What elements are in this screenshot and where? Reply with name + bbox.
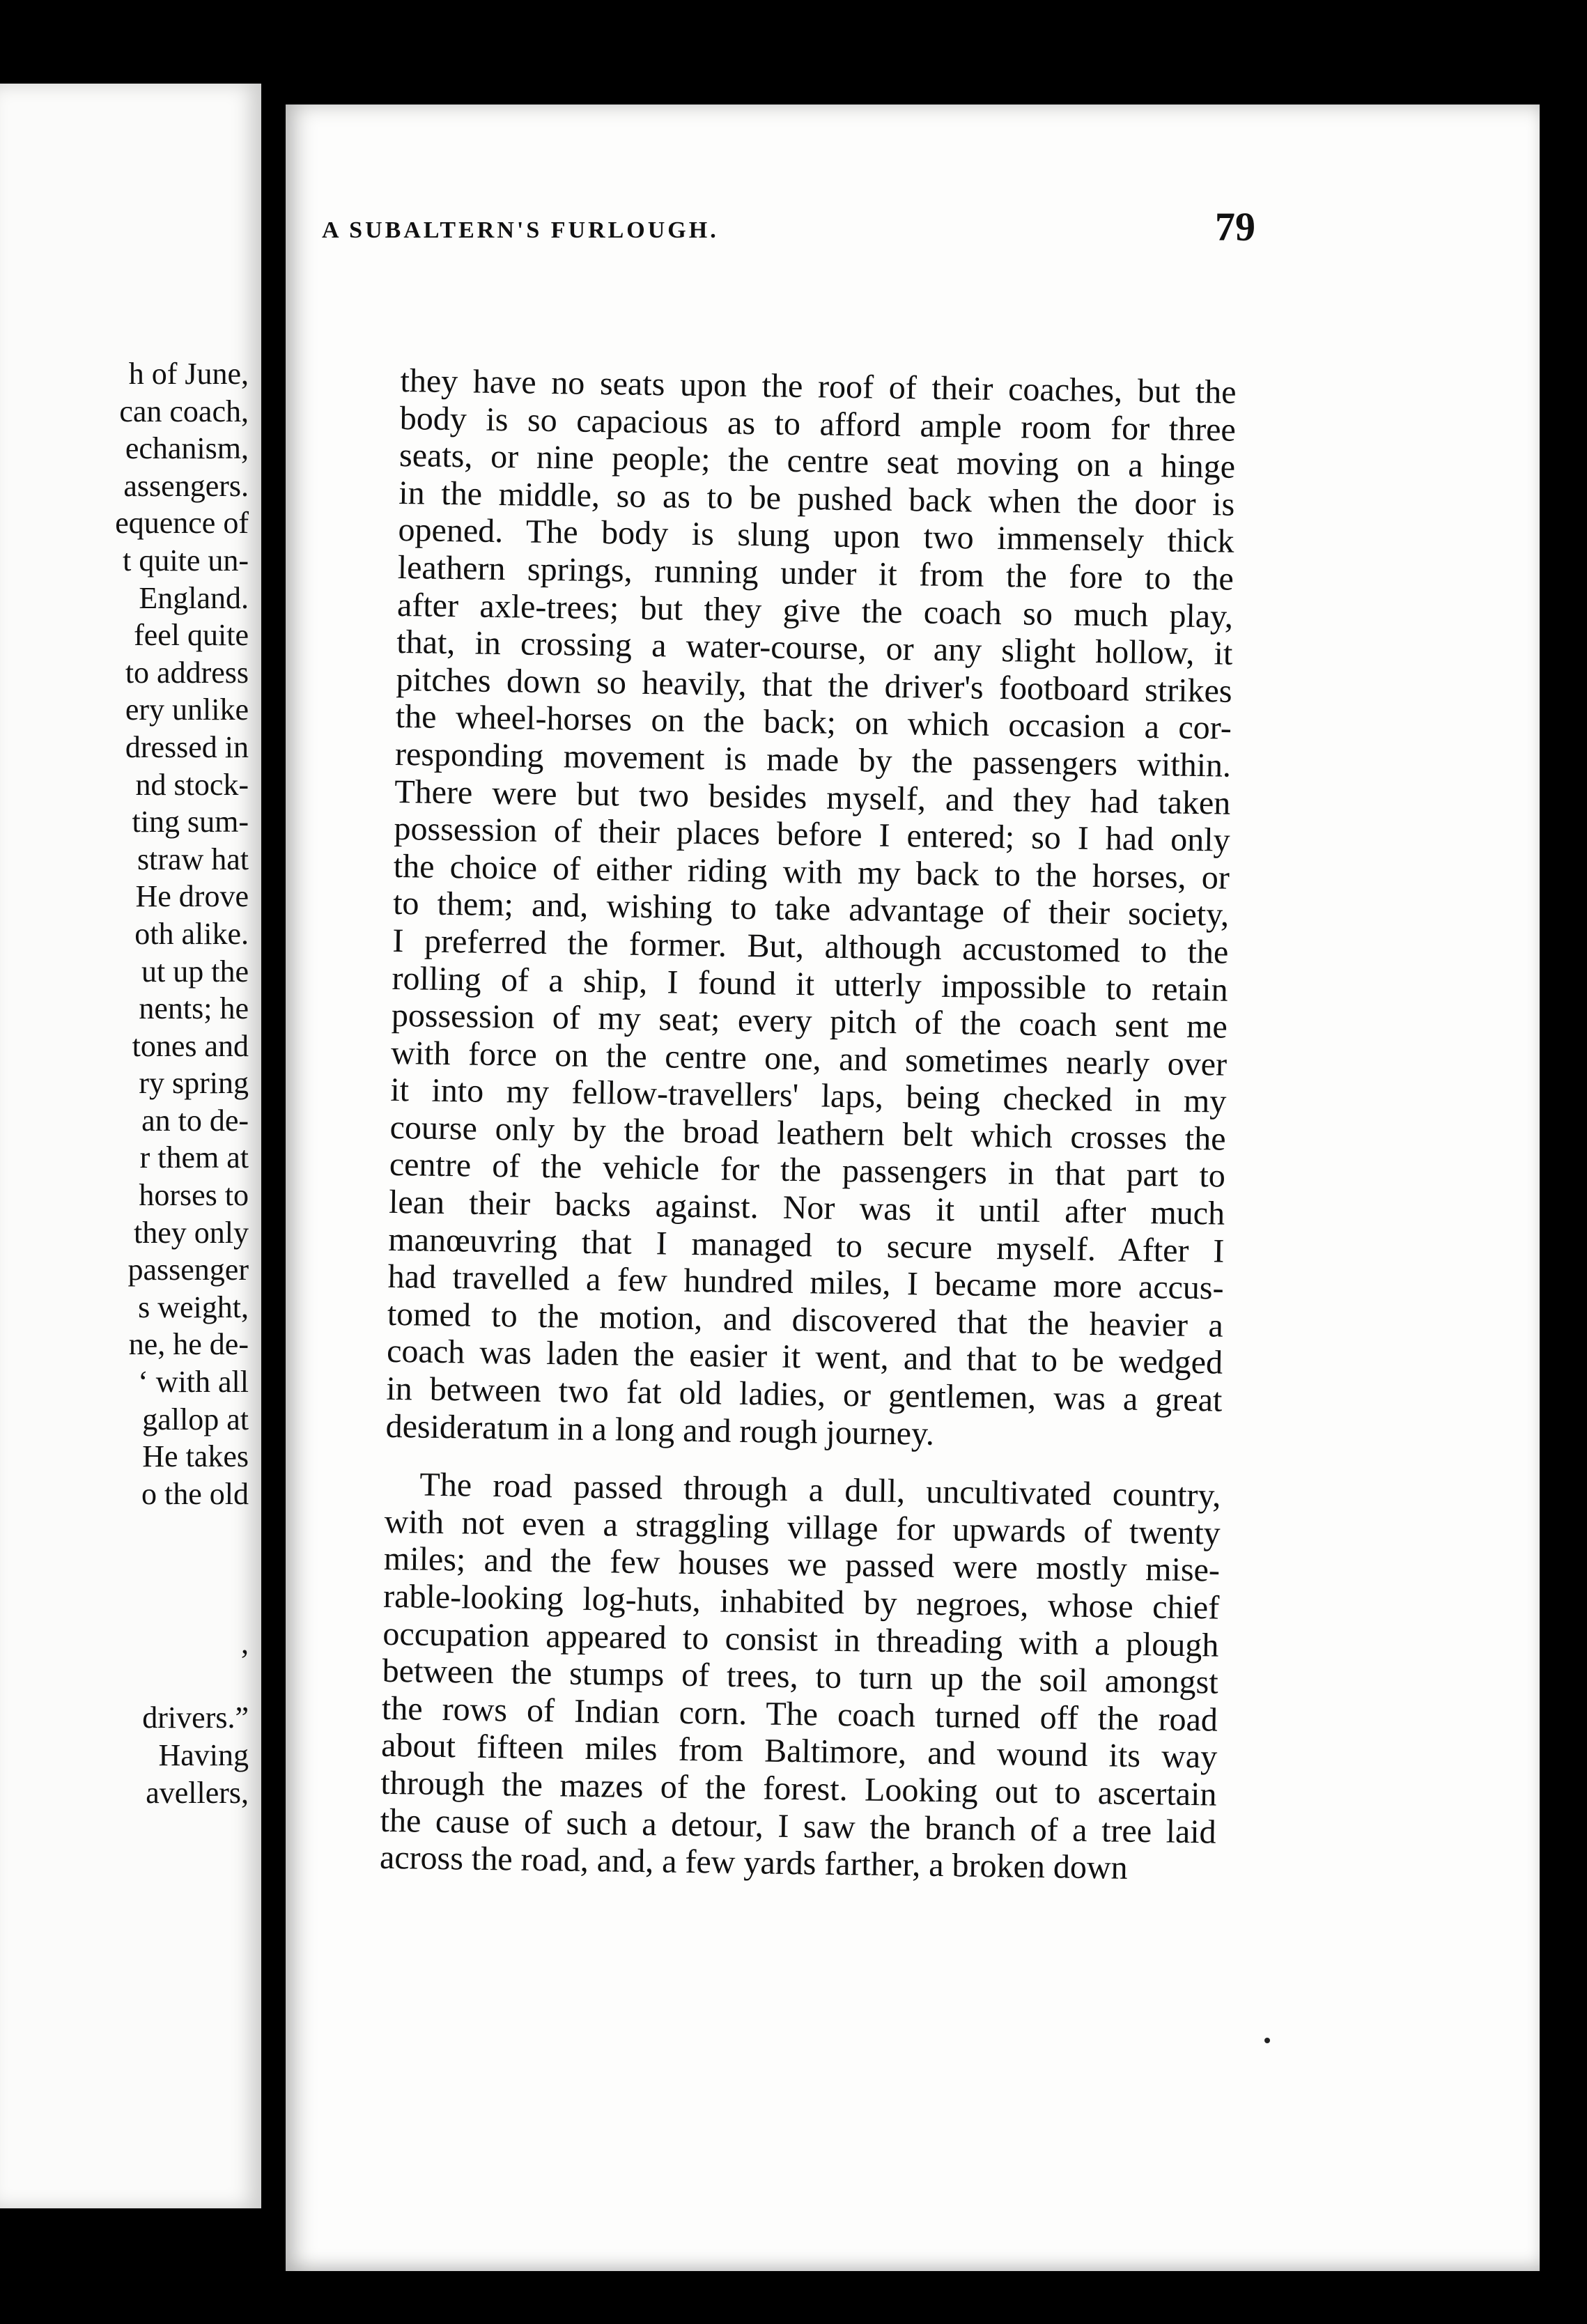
text-line: after axle-trees; but they give the coach so much play, <box>396 586 1234 635</box>
left-page-line: can coach, <box>119 394 249 428</box>
left-page-line: assengers. <box>123 468 249 503</box>
ink-speck <box>1264 2038 1270 2043</box>
left-page-line <box>115 1662 249 1700</box>
text-line: between the stumps of trees, to turn up the soil amongst <box>382 1652 1219 1701</box>
text-line: occupation appeared to consist in threading with a plough <box>382 1615 1219 1664</box>
left-page-line: England. <box>139 580 249 615</box>
text-line: the choice of either riding with my back to the horses, or <box>393 847 1230 897</box>
left-page-line: ne, he de- <box>128 1327 249 1362</box>
text-line: desideratum in a long and rough journey. <box>385 1407 935 1452</box>
text-line: lean their backs against. Nor was it until after much <box>388 1183 1225 1232</box>
text-line: leathern springs, running under it from the fore to the <box>397 548 1234 598</box>
text-line: through the mazes of the forest. Looking out to ascertain <box>380 1764 1217 1813</box>
left-page-line: gallop at <box>142 1402 249 1436</box>
text-line: tomed to the motion, and discovered that the heavier a <box>387 1295 1224 1345</box>
left-page-line: ‘ with all <box>138 1365 249 1400</box>
left-page-line: h of June, <box>128 357 249 391</box>
text-line: possession of my seat; every pitch of the coach sent me <box>391 997 1228 1046</box>
text-line: rable-looking log-huts, inhabited by negroes, whose chief <box>382 1577 1220 1627</box>
text-line: There were but two besides myself, and they had taken <box>394 773 1231 822</box>
left-page-line: to address <box>125 655 249 690</box>
text-line: centre of the vehicle for the passengers in that part to <box>389 1146 1226 1195</box>
left-page-line: passenger <box>127 1253 249 1287</box>
text-line: course only by the broad leathern belt which crosses the <box>389 1108 1226 1158</box>
left-page-line: nd stock- <box>135 767 249 802</box>
text-line: the rows of Indian corn. The coach turned off the road <box>381 1689 1218 1739</box>
left-page-line: Having <box>158 1737 249 1772</box>
left-page-line <box>115 1550 249 1588</box>
text-line: opened. The body is slung upon two immensely thick <box>398 511 1234 561</box>
text-line: coach was laden the easier it went, and that to be wedged <box>386 1333 1223 1382</box>
text-line: in the middle, so as to be pushed back when the door is <box>398 474 1235 523</box>
left-page-line: straw hat <box>137 842 249 876</box>
left-page-line: tones and <box>132 1028 249 1063</box>
running-head: A SUBALTERN'S FURLOUGH. <box>322 217 719 243</box>
left-page-line: equence of <box>115 506 249 541</box>
left-page-line: they only <box>134 1215 249 1250</box>
page-number: 79 <box>1215 204 1255 249</box>
left-page-line: echanism, <box>125 431 249 466</box>
text-line: in between two fat old ladies, or gentlemen, was a great <box>386 1370 1223 1419</box>
left-page-line: horses to <box>139 1178 249 1213</box>
left-page-line: an to de- <box>141 1103 249 1138</box>
left-page-line <box>115 1512 249 1550</box>
left-page-line: , <box>241 1626 249 1661</box>
left-page-line: He drove <box>135 879 249 914</box>
text-line: had travelled a few hundred miles, I became more accus- <box>387 1258 1224 1307</box>
left-page-line: dressed in <box>125 729 249 764</box>
text-line: with force on the centre one, and sometimes nearly over <box>390 1034 1228 1083</box>
text-line: miles; and the few houses we passed were mostly mise- <box>383 1540 1221 1589</box>
left-page-line <box>115 1588 249 1625</box>
left-page-line: oth alike. <box>134 916 249 951</box>
left-page-line: t quite un- <box>123 543 249 578</box>
left-page-line: ting sum- <box>132 805 249 839</box>
text-line: pitches down so heavily, that the driver's footboard strikes <box>396 660 1232 710</box>
text-line: rolling of a ship, I found it utterly impossible to retain <box>392 959 1228 1009</box>
left-page-line: nents; he <box>139 991 249 1026</box>
left-page-line: o the old <box>141 1476 249 1511</box>
left-page-line: avellers, <box>146 1775 249 1810</box>
text-line: seats, or nine people; the centre seat moving on a hinge <box>398 437 1236 486</box>
left-page-line: s weight, <box>138 1289 249 1324</box>
left-page-line: ut up the <box>141 954 249 989</box>
text-line: I preferred the former. But, although accustomed to the <box>392 922 1229 971</box>
text-line: that, in crossing a water-course, or any slight hollow, it <box>396 623 1233 672</box>
text-line: across the road, and, a few yards farther, a broken down <box>379 1838 1128 1887</box>
left-page-line: feel quite <box>134 618 249 653</box>
left-page-line: drivers.” <box>142 1701 249 1735</box>
text-line: with not even a straggling village for upwards of twenty <box>384 1503 1221 1552</box>
text-line: responding movement is made by the passengers within. <box>394 735 1232 784</box>
body-text <box>380 362 1237 1888</box>
left-page <box>0 84 261 2208</box>
left-page-line: ery unlike <box>125 692 249 727</box>
paragraph <box>385 362 1237 1457</box>
text-line: to them; and, wishing to take advantage of their society, <box>392 885 1230 934</box>
left-page-line: r them at <box>139 1140 249 1175</box>
text-line: they have no seats upon the roof of their coaches, but the <box>400 362 1237 411</box>
left-page-line: ry spring <box>139 1066 249 1101</box>
text-line: The road passed through a dull, uncultivated country, <box>419 1466 1221 1515</box>
paragraph <box>380 1466 1221 1888</box>
text-line: possession of their places before I entered; so I had only <box>394 810 1230 859</box>
text-line: about fifteen miles from Baltimore, and wound its way <box>380 1727 1218 1776</box>
left-page-text <box>115 355 249 1811</box>
text-line: the wheel-horses on the back; on which occasion a cor- <box>395 698 1232 747</box>
text-line: the cause of such a detour, I saw the branch of a tree laid <box>380 1802 1217 1851</box>
page-header <box>322 203 1255 266</box>
left-page-line: He takes <box>142 1439 249 1474</box>
text-line: it into my fellow-travellers' laps, being checked in my <box>390 1071 1227 1120</box>
text-line: body is so capacious as to afford ample room for three <box>399 399 1237 449</box>
text-line: manœuvring that I managed to secure myself. After I <box>388 1221 1225 1270</box>
